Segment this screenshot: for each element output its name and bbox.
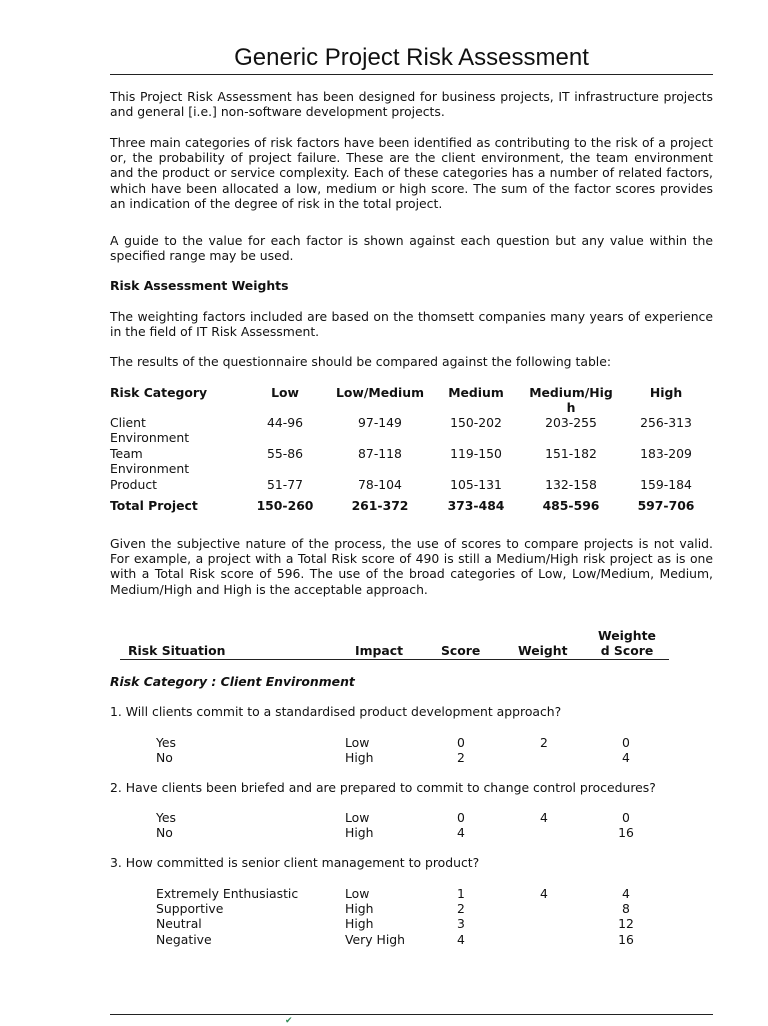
answer-weighted-score: 4: [622, 750, 630, 765]
answer-label: Neutral: [156, 916, 202, 931]
answer-score: 2: [457, 750, 465, 765]
table-cell: 119-150: [450, 446, 502, 461]
answer-weighted-score: 0: [622, 810, 630, 825]
answer-score: 0: [457, 735, 465, 750]
answer-weighted-score: 16: [618, 825, 634, 840]
table-total-cell: 373-484: [447, 498, 505, 513]
table-cell: 151-182: [545, 446, 597, 461]
answer-impact: High: [345, 916, 374, 931]
table-header-low-medium: Low/Medium: [336, 385, 424, 400]
answer-score: 1: [457, 886, 465, 901]
table-cell: 55-86: [266, 446, 303, 461]
answer-label: Yes: [156, 735, 177, 750]
questionnaire-header-rule: [120, 659, 669, 660]
answer-label: No: [156, 825, 173, 840]
title-underline: [110, 74, 713, 75]
table-cell: 159-184: [640, 477, 692, 492]
answer-score: 4: [457, 932, 465, 947]
answer-label: Yes: [156, 810, 177, 825]
table-header-medium-high-wrap: h: [566, 400, 576, 415]
table-cell: 105-131: [450, 477, 502, 492]
table-cell: 203-255: [545, 415, 597, 430]
table-header-low: Low: [271, 385, 299, 400]
header-impact: Impact: [355, 643, 404, 658]
header-risk-situation: Risk Situation: [128, 643, 226, 658]
answer-label: Negative: [156, 932, 212, 947]
table-cell: 87-118: [358, 446, 402, 461]
answer-weighted-score: 0: [622, 735, 630, 750]
answer-impact: Very High: [345, 932, 405, 947]
weights-paragraph-2: The results of the questionnaire should be compared against the following table:: [110, 354, 612, 369]
table-cell: 150-202: [450, 415, 502, 430]
question-2-text: 2. Have clients been briefed and are prepared to commit to change control procedures?: [110, 780, 656, 795]
question-weight: 4: [540, 810, 548, 825]
answer-weighted-score: 4: [622, 886, 630, 901]
answer-weighted-score: 16: [618, 932, 634, 947]
table-cell: 78-104: [358, 477, 402, 492]
header-weighted-score-wrap: d Score: [600, 643, 654, 658]
intro-paragraph-3: A guide to the value for each factor is shown against each question but any value within the specified range may be used.: [110, 233, 713, 264]
answer-impact: Low: [345, 886, 370, 901]
question-1-text: 1. Will clients commit to a standardised product development approach?: [110, 704, 562, 719]
header-weighted-score: Weighte: [598, 628, 656, 643]
answer-impact: Low: [345, 810, 370, 825]
answer-score: 4: [457, 825, 465, 840]
table-header-high: High: [649, 385, 683, 400]
weights-paragraph-1: The weighting factors included are based on the thomsett companies many years of experience in the field of IT Risk Assessment.: [110, 309, 713, 340]
answer-label: No: [156, 750, 173, 765]
table-header-category: Risk Category: [110, 385, 208, 400]
header-score: Score: [441, 643, 481, 658]
answer-score: 3: [457, 916, 465, 931]
table-cell: 97-149: [358, 415, 402, 430]
scoring-note-paragraph: Given the subjective nature of the process, the use of scores to compare projects is not valid. For example, a project with a Total Risk score of 490 is still a Medium/High risk project as is one with a Total Risk score of 596. The use of the broad categories of Low, Low/Medium, Medium, Medium/High and High is the acceptable approach.: [110, 536, 713, 597]
answer-score: 2: [457, 901, 465, 916]
footer-mark-icon: ✔: [285, 1016, 293, 1026]
table-row-team-label-2: Environment: [110, 461, 190, 476]
table-total-cell: 150-260: [256, 498, 314, 513]
answer-label: Supportive: [156, 901, 224, 916]
table-cell: 51-77: [266, 477, 303, 492]
risk-category-heading: Risk Category : Client Environment: [110, 674, 355, 689]
weights-heading: Risk Assessment Weights: [110, 278, 289, 293]
table-total-cell: 597-706: [637, 498, 695, 513]
answer-impact: Low: [345, 735, 370, 750]
answer-impact: High: [345, 750, 374, 765]
table-cell: 183-209: [640, 446, 692, 461]
table-row-product-label: Product: [110, 477, 158, 492]
table-total-cell: 485-596: [542, 498, 600, 513]
table-row-team-label: Team: [110, 446, 143, 461]
intro-paragraph-1: This Project Risk Assessment has been designed for business projects, IT infrastructure projects and general [i.e.] non-software development projects.: [110, 89, 713, 120]
question-3-text: 3. How committed is senior client management to product?: [110, 855, 480, 870]
answer-label: Extremely Enthusiastic: [156, 886, 299, 901]
page-title: Generic Project Risk Assessment: [234, 44, 589, 71]
table-total-cell: 261-372: [351, 498, 409, 513]
answer-weighted-score: 12: [618, 916, 634, 931]
table-header-medium: Medium: [448, 385, 504, 400]
header-weight: Weight: [518, 643, 568, 658]
table-cell: 256-313: [640, 415, 692, 430]
footer-rule: [110, 1014, 713, 1015]
intro-paragraph-2: Three main categories of risk factors have been identified as contributing to the risk of a project or, the probability of project failure. These are the client environment, the team environment and the product or service complexity. Each of these categories has a number of related factors, which have been allocated a low, medium or high score. The sum of the factor scores provides an indication of the degree of risk in the total project.: [110, 135, 713, 211]
table-cell: 132-158: [545, 477, 597, 492]
table-row-client-label-2: Environment: [110, 430, 190, 445]
table-total-label: Total Project: [110, 498, 198, 513]
answer-weighted-score: 8: [622, 901, 630, 916]
answer-impact: High: [345, 901, 374, 916]
question-weight: 4: [540, 886, 548, 901]
table-cell: 44-96: [266, 415, 303, 430]
answer-score: 0: [457, 810, 465, 825]
answer-impact: High: [345, 825, 374, 840]
question-weight: 2: [540, 735, 548, 750]
table-header-medium-high: Medium/Hig: [529, 385, 613, 400]
table-row-client-label: Client: [110, 415, 146, 430]
